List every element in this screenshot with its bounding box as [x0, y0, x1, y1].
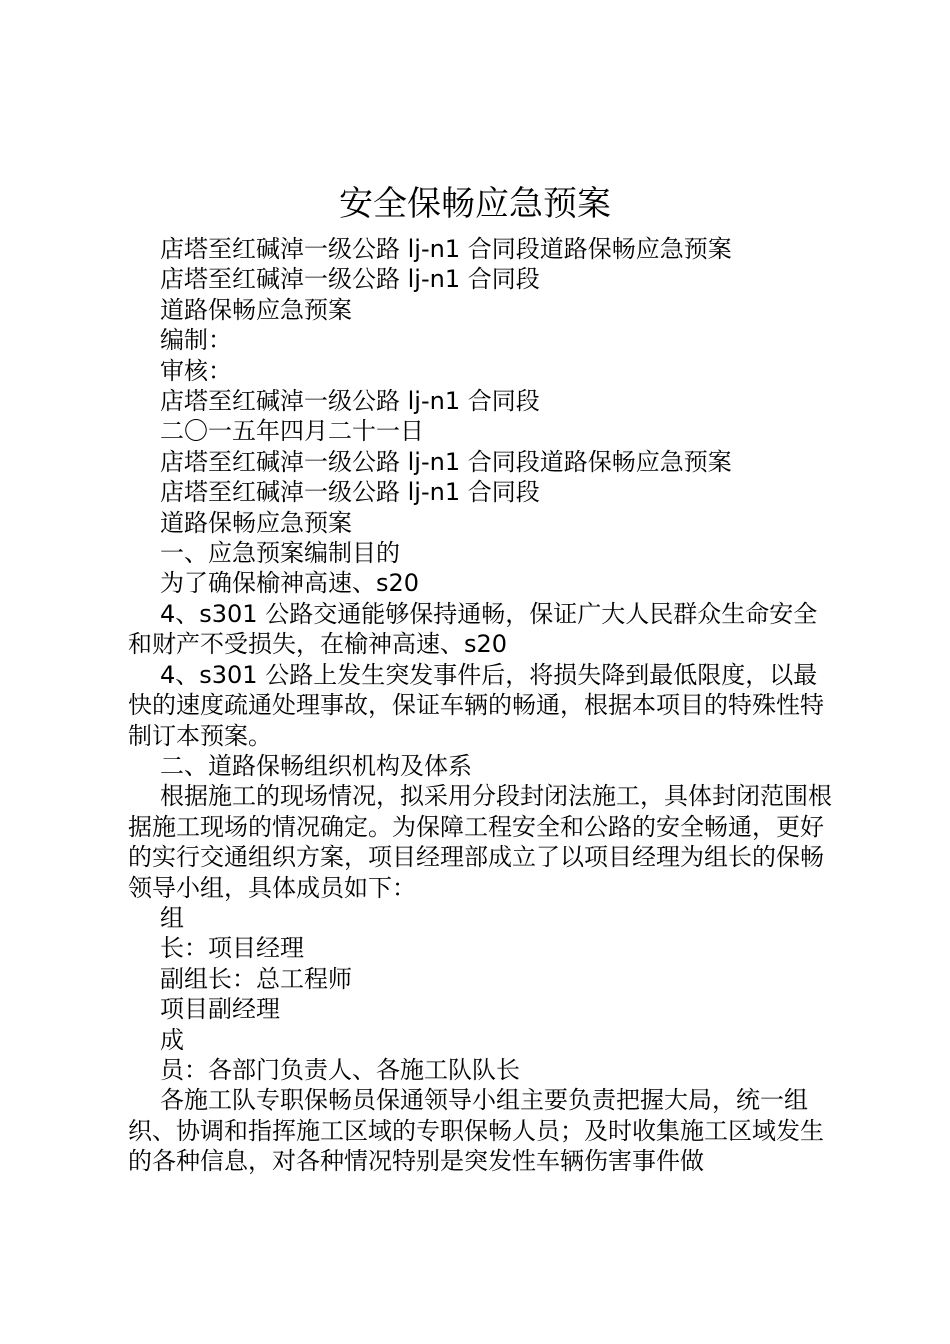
section-heading: 二、道路保畅组织机构及体系: [160, 751, 472, 780]
paragraph: 员：各部门负责人、各施工队队长: [160, 1055, 520, 1084]
paragraph: 店塔至红碱淖一级公路 lj-n1 合同段道路保畅应急预案: [160, 447, 732, 476]
paragraph: 副组长：总工程师: [160, 964, 352, 993]
document-title: 安全保畅应急预案: [339, 184, 611, 224]
paragraph: 4、s301 公路交通能够保持通畅，保证广大人民群众生命安全和财产不受损失，在榆神高速、s20: [128, 599, 818, 659]
paragraph: 道路保畅应急预案: [160, 295, 352, 324]
paragraph: 审核：: [160, 356, 232, 385]
paragraph: 为了确保榆神高速、s20: [160, 569, 420, 598]
paragraph: 根据施工的现场情况，拟采用分段封闭法施工，具体封闭范围根据施工现场的情况确定。为保障工程安全和公路的安全畅通，更好的实行交通组织方案，项目经理部成立了以项目经理为组长的保畅领导小组，具体成员如下：: [128, 782, 832, 902]
section-heading: 一、应急预案编制目的: [160, 539, 400, 568]
paragraph: 店塔至红碱淖一级公路 lj-n1 合同段: [160, 387, 540, 416]
paragraph: 成: [160, 1025, 184, 1054]
paragraph: 项目副经理: [160, 995, 280, 1024]
paragraph: 道路保畅应急预案: [160, 508, 352, 537]
paragraph: 4、s301 公路上发生突发事件后，将损失降到最低限度，以最快的速度疏通处理事故，保证车辆的畅通，根据本项目的特殊性特制订本预案。: [128, 660, 824, 750]
paragraph: 店塔至红碱淖一级公路 lj-n1 合同段道路保畅应急预案: [160, 235, 732, 263]
paragraph: 组: [160, 903, 184, 932]
paragraph: 二〇一五年四月二十一日: [160, 417, 424, 446]
document-body: [128, 234, 832, 1177]
paragraph: 长：项目经理: [160, 934, 304, 963]
paragraph: 编制：: [160, 326, 232, 355]
paragraph: 店塔至红碱淖一级公路 lj-n1 合同段: [160, 478, 540, 507]
paragraph: 店塔至红碱淖一级公路 lj-n1 合同段: [160, 265, 540, 294]
paragraph: 各施工队专职保畅员保通领导小组主要负责把握大局，统一组织、协调和指挥施工区域的专职保畅人员；及时收集施工区域发生的各种信息，对各种情况特别是突发性车辆伤害事件做: [128, 1086, 824, 1176]
